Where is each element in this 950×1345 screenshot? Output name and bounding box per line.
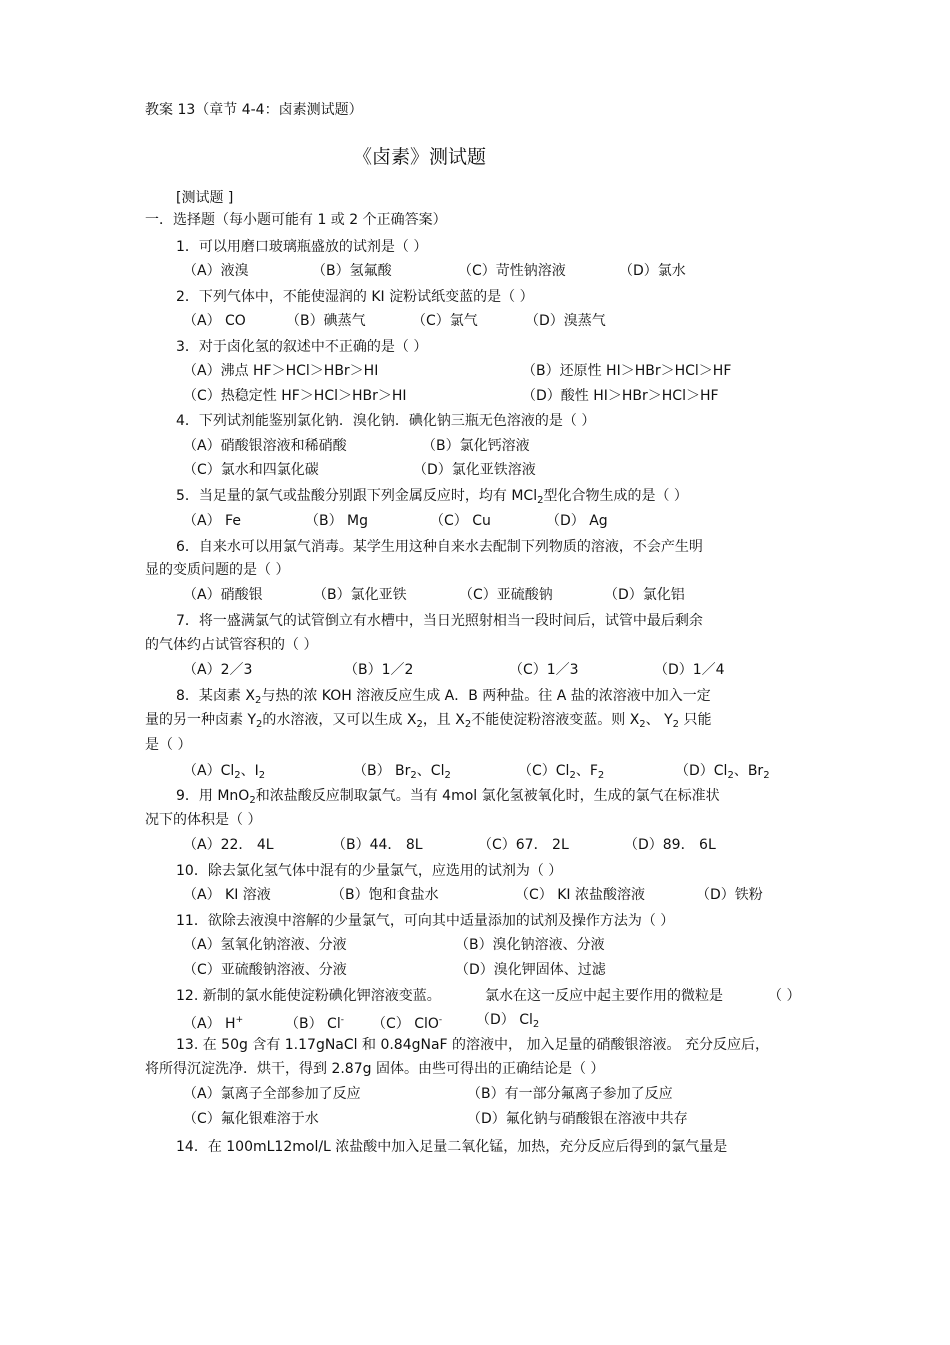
lesson-header: 教案 13（章节 4-4：卤素测试题） — [145, 102, 363, 118]
halogen-y: Y — [664, 712, 673, 728]
q13-option-c: （C）氟化银难溶于水 — [183, 1111, 319, 1127]
subscript: 2 — [464, 719, 472, 730]
q8-option-c — [518, 762, 604, 785]
q10-option-a: （A） KI 溶液 — [183, 887, 271, 903]
q10-option-d: （D）铁粉 — [696, 887, 763, 903]
question-1: 1．可以用磨口玻璃瓶盛放的试剂是（ ） — [176, 239, 428, 255]
q3-option-b: （B）还原性 HI＞HBr＞HCl＞HF — [522, 363, 732, 379]
q12-option-c — [372, 1011, 442, 1033]
option-text: 、Br — [733, 763, 764, 779]
q8-text: 的水溶液，又可以生成 — [262, 712, 403, 728]
option-text: （C） ClO — [372, 1016, 439, 1032]
subscript: 2 — [763, 770, 770, 781]
q2-option-a: （A） CO — [183, 313, 246, 329]
q11-option-b: （B）溴化钠溶液、分液 — [455, 937, 605, 953]
question-8-line-1 — [176, 687, 711, 710]
subscript: 2 — [727, 770, 734, 781]
question-3: 3．对于卤化氢的叙述中不正确的是（ ） — [176, 339, 428, 355]
q1-option-d: （D）氯水 — [619, 263, 686, 279]
subscript: 2 — [258, 770, 266, 781]
halogen-x: X — [245, 688, 255, 704]
q2-option-b: （B）碘蒸气 — [286, 313, 366, 329]
q8-text: 不能使淀粉溶液变蓝。则 — [471, 712, 626, 728]
q8-text: ，且 — [422, 712, 451, 728]
subscript: 2 — [410, 770, 417, 781]
q11-option-a: （A）氢氧化钠溶液、分液 — [183, 937, 347, 953]
question-7-line-1: 7．将一盛满氯气的试管倒立有水槽中，当日光照射相当一段时间后，试管中最后剩余 — [176, 613, 703, 629]
subscript: 2 — [672, 719, 680, 730]
halogen-x: X — [406, 712, 417, 728]
question-2: 2．下列气体中，不能使湿润的 KI 淀粉试纸变蓝的是（ ） — [176, 289, 534, 305]
q2-option-c: （C）氯气 — [412, 313, 478, 329]
question-11: 11．欲除去液溴中溶解的少量氯气，可向其中适量添加的试剂及操作方法为（ ） — [176, 913, 675, 929]
halogen-x: X — [629, 712, 640, 728]
question-6-line-1: 6．自来水可以用氯气消毒。某学生用这种自来水去配制下列物质的溶液，不会产生明 — [176, 539, 703, 555]
q2-option-d: （D）溴蒸气 — [525, 313, 606, 329]
subscript: 2 — [254, 695, 262, 706]
question-12-blank: （ ） — [768, 988, 801, 1004]
option-text: 、I — [240, 763, 259, 779]
q8-option-a — [183, 762, 265, 785]
section-label: [测试题 ] — [176, 190, 234, 206]
option-text: （D）Cl — [675, 763, 728, 779]
subscript: 2 — [569, 770, 576, 781]
question-10: 10．除去氯化氢气体中混有的少量氯气，应选用的试剂为（ ） — [176, 863, 563, 879]
question-13-line-1: 13. 在 50g 含有 1.17gNaCl 和 0.84gNaF 的溶液中， 加入足量的硝酸银溶液。 充分反应后， — [176, 1037, 769, 1053]
subscript: 2 — [234, 770, 241, 781]
option-text: （A）Cl — [183, 763, 235, 779]
q6-option-c: （C）亚硫酸钠 — [459, 587, 553, 603]
q11-option-c: （C）亚硫酸钠溶液、分液 — [183, 962, 347, 978]
question-6-line-2: 显的变质问题的是（ ） — [145, 562, 290, 578]
q7-option-a: （A）2／3 — [183, 662, 253, 678]
q7-option-d: （D）1／4 — [654, 662, 725, 678]
q4-option-d: （D）氯化亚铁溶液 — [413, 462, 536, 478]
q8-text: 量的另一种卤素 — [145, 712, 243, 728]
q5-text-b: 型化合物生成的是（ ） — [543, 488, 688, 504]
q8-option-b — [353, 762, 451, 785]
option-text: 、F — [575, 763, 598, 779]
q6-option-b: （B）氯化亚铁 — [313, 587, 407, 603]
q3-option-a: （A）沸点 HF＞HCl＞HBr＞HI — [183, 363, 379, 379]
subscript: 2 — [256, 719, 263, 730]
option-text: （B） Br — [353, 763, 411, 779]
q9-text: 和浓盐酸反应制取氯气。当有 4mol 氯化氢被氧化时，生成的氯气在标准状 — [255, 788, 720, 804]
question-8-line-2 — [145, 711, 712, 734]
superscript: + — [235, 1015, 244, 1025]
q6-option-a: （A）硝酸银 — [183, 587, 263, 603]
question-13-line-2: 将所得沉淀洗净．烘干，得到 2.87g 固体。由些可得出的正确结论是（ ） — [145, 1061, 605, 1077]
question-4: 4．下列试剂能鉴别氯化钠．溴化钠．碘化钠三瓶无色溶液的是（ ） — [176, 413, 596, 429]
q13-option-a: （A）氯离子全部参加了反应 — [183, 1086, 361, 1102]
q8-text: 与热的浓 KOH 溶液反应生成 A．B 两种盐。往 A 盐的浓溶液中加入一定 — [261, 688, 711, 704]
q10-option-c: （C） KI 浓盐酸溶液 — [515, 887, 645, 903]
q5-option-b: （B） Mg — [305, 513, 369, 529]
question-8-line-3: 是（ ） — [145, 737, 192, 753]
q9-text: 9．用 MnO — [176, 788, 250, 804]
subscript: 2 — [249, 795, 256, 806]
q5-option-d: （D） Ag — [546, 513, 608, 529]
question-12-text-2: 氯水在这一反应中起主要作用的微粒是 — [485, 988, 723, 1004]
q8-text: 只能 — [683, 712, 712, 728]
q5-option-c: （C） Cu — [430, 513, 491, 529]
q1-option-c: （C）苛性钠溶液 — [458, 263, 566, 279]
q4-option-c: （C）氯水和四氯化碳 — [183, 462, 319, 478]
q5-option-a: （A） Fe — [183, 513, 241, 529]
q9-option-b: （B）44． 8L — [332, 837, 423, 853]
q9-option-d: （D）89． 6L — [624, 837, 716, 853]
subscript: 2 — [532, 1019, 540, 1030]
question-9-line-2: 况下的体积是（ ） — [145, 812, 262, 828]
q7-option-b: （B）1／2 — [344, 662, 414, 678]
q3-option-c: （C）热稳定性 HF＞HCl＞HBr＞HI — [183, 388, 407, 404]
question-5 — [176, 487, 688, 510]
subscript: 2 — [537, 495, 544, 506]
question-7-line-2: 的气体约占试管容积的（ ） — [145, 637, 318, 653]
q3-option-d: （D）酸性 HI＞HBr＞HCl＞HF — [522, 388, 719, 404]
q12-option-a — [183, 1011, 243, 1033]
q4-option-b: （B）氯化钙溶液 — [422, 438, 530, 454]
q1-option-b: （B）氢氟酸 — [312, 263, 392, 279]
q13-option-b: （B）有一部分氟离子参加了反应 — [467, 1086, 673, 1102]
q8-text: 、 — [645, 712, 660, 728]
q5-text-a: 5．当足量的氯气或盐酸分别跟下列金属反应时，均有 MCl — [176, 488, 538, 504]
option-text: （B） Cl — [285, 1016, 341, 1032]
option-text: （D） Cl — [476, 1012, 533, 1028]
page-title: 《卤素》测试题 — [353, 146, 487, 168]
q13-option-d: （D）氟化钠与硝酸银在溶液中共存 — [467, 1111, 688, 1127]
q10-option-b: （B）饱和食盐水 — [331, 887, 439, 903]
option-text: （C）Cl — [518, 763, 570, 779]
option-text: （A） H — [183, 1016, 236, 1032]
q7-option-c: （C）1／3 — [509, 662, 579, 678]
question-12-text: 12. 新制的氯水能使淀粉碘化钾溶液变蓝。 — [176, 988, 441, 1004]
superscript: - — [438, 1015, 443, 1025]
subscript: 2 — [597, 770, 605, 781]
subscript: 2 — [639, 719, 646, 730]
q9-option-c: （C）67． 2L — [478, 837, 569, 853]
question-9-line-1 — [176, 787, 720, 810]
q8-option-d — [675, 762, 770, 785]
subscript: 2 — [416, 719, 423, 730]
q8-text: 8．某卤素 — [176, 688, 241, 704]
q12-option-b — [285, 1011, 344, 1033]
q11-option-d: （D）溴化钾固体、过滤 — [455, 962, 606, 978]
part-heading: 一．选择题（每小题可能有 1 或 2 个正确答案） — [145, 212, 447, 228]
subscript: 2 — [444, 770, 451, 781]
superscript: - — [340, 1015, 344, 1025]
q12-option-d — [476, 1011, 539, 1034]
q1-option-a: （A）液溴 — [183, 263, 249, 279]
option-text: 、Cl — [416, 763, 445, 779]
q9-option-a: （A）22． 4L — [183, 837, 274, 853]
question-14: 14．在 100mL12mol/L 浓盐酸中加入足量二氧化锰，加热，充分反应后得到的氯气量是 — [176, 1139, 728, 1155]
q6-option-d: （D）氯化铝 — [604, 587, 685, 603]
q4-option-a: （A）硝酸银溶液和稀硝酸 — [183, 438, 347, 454]
halogen-x: X — [455, 712, 465, 728]
halogen-y: Y — [247, 712, 257, 728]
